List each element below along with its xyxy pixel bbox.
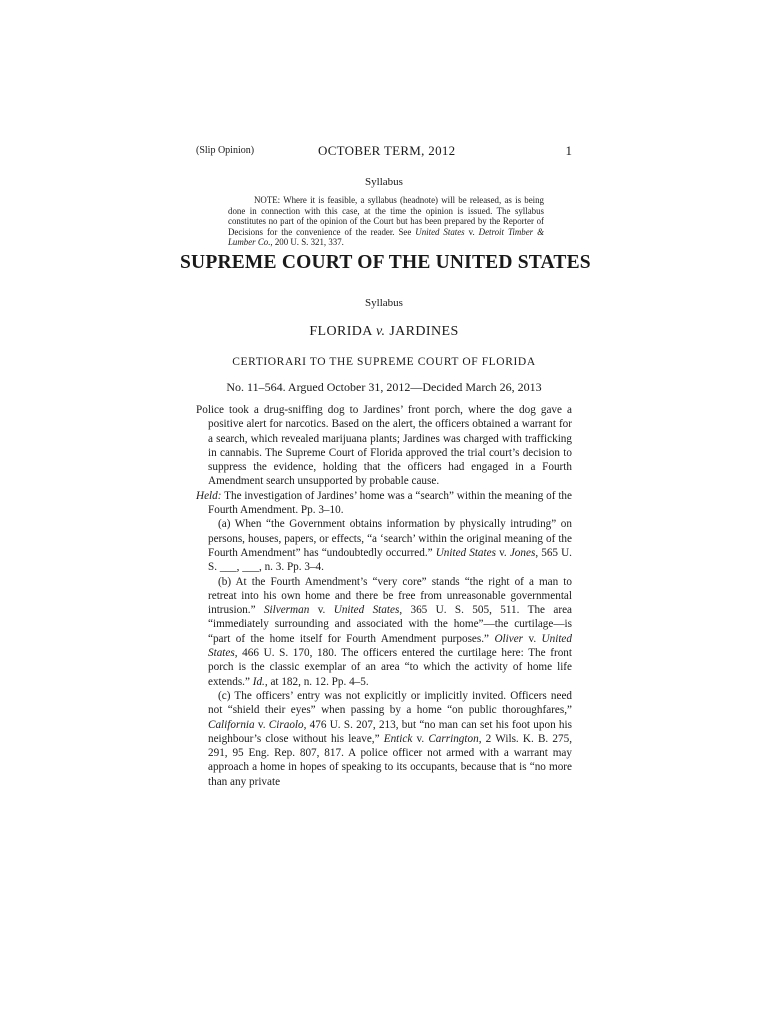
held-paragraph [196, 489, 572, 518]
holding-a-v: v. [495, 546, 510, 559]
holding-c-v1: v. [254, 718, 269, 731]
held-label: Held: [196, 489, 222, 502]
case-caption [196, 324, 572, 340]
holding-c-cite2: Entick [383, 732, 413, 745]
syllabus-title: Syllabus [365, 297, 403, 309]
holding-a-tail: , 565 U. S. ___, ___, n. 3. Pp. 3–4. [208, 546, 572, 574]
holding-c-cite1: California [208, 718, 255, 731]
holding-b-paragraph [196, 575, 572, 689]
holding-b-tail: , at 182, n. 12. Pp. 4–5. [264, 675, 369, 688]
holding-c-text1: (c) The officers’ entry was not explicitly or implicitly invited. Officers need not “shield their eyes” when passing by a home “on public thoroughfares,” [208, 689, 572, 717]
holding-a-paragraph [196, 517, 572, 574]
facts-paragraph: Police took a drug-sniffing dog to Jardines’ front porch, where the dog gave a positive alert for narcotics. Based on the alert, the officers obtained a warrant for a search, which revealed marijuana plants; Jardines was charged with trafficking in cannabis. The Supreme Court of Florida approved the trial court’s decision to suppress the evidence, holding that the officers had engaged in a Fourth Amendment search unsupported by probable cause. [196, 404, 572, 488]
holding-c-v2: v. [412, 732, 429, 745]
term-label: OCTOBER TERM, 2012 [318, 143, 456, 158]
holding-b-cite2: Oliver [494, 632, 524, 645]
holding-b-cite1b: United States [333, 604, 400, 617]
holding-b-id: Id. [252, 675, 265, 688]
holding-a-text: (a) When “the Government obtains information by physically intruding” on persons, houses, papers, or effects, “a ‘search’ within the original meaning of the Fourth Amendment” has “undoubtedly occurred.” [208, 518, 572, 559]
party-petitioner: FLORIDA [309, 324, 373, 339]
reporter-note [228, 195, 544, 248]
page-number: 1 [565, 143, 572, 158]
party-respondent: JARDINES [389, 324, 459, 339]
holding-b-text1: (b) At the Fourth Amendment’s “very core” stands “the right of a man to retreat into his own home and there be free from unreasonable governmental intrusion.” [208, 575, 572, 617]
note-cite-tail: , 200 U. S. 321, 337. [270, 237, 344, 248]
docket-line: No. 11–564. Argued October 31, 2012—Decided March 26, 2013 [226, 380, 542, 394]
holding-b-cite2b: United States [208, 632, 572, 660]
holding-b-cite1: Silverman [263, 604, 310, 617]
note-text: NOTE: Where it is feasible, a syllabus (headnote) will be released, as is being done in connection with this case, at the time the opinion is issued. The syllabus constitutes no part of the opinion of the Court but has been prepared by the Reporter of Decisions for the convenience of the reader. See [228, 195, 544, 237]
holding-c-text3: , 2 Wils. K. B. 275, 291, 95 Eng. Rep. 807, 817. A police officer not armed with a warrant may approach a home in hopes of speaking to its occupants, because that is “no more than any private [208, 732, 572, 788]
holding-b-text2: , 365 U. S. 505, 511. The area “immediately surrounding and associated with the home”—the curtilage—is “part of the home itself for Fourth Amendment purposes.” [208, 604, 573, 645]
holding-b-text3: , 466 U. S. 170, 180. The officers entered the curtilage here: The front porch is the classic exemplar of an area “to which the activity of home life extends.” [208, 647, 572, 688]
holding-c-text2: , 476 U. S. 207, 213, but “no man can set his foot upon his neighbour’s close without his leave,” [208, 718, 572, 745]
note-cite-case2: Detroit Timber & Lumber Co. [228, 226, 544, 248]
held-text: The investigation of Jardines’ home was a “search” within the meaning of the Fourth Amendment. Pp. 3–10. [208, 489, 572, 517]
holding-a-cite: United States [435, 546, 496, 559]
holding-a-cite2: Jones [509, 546, 536, 559]
slip-opinion-label: (Slip Opinion) [196, 145, 255, 156]
running-header [196, 143, 572, 159]
note-cite-case: United States [415, 226, 465, 237]
syllabus-body [196, 403, 572, 789]
note-cite-v: v. [464, 226, 479, 237]
court-title: SUPREME COURT OF THE UNITED STATES [180, 252, 591, 273]
holding-c-paragraph [196, 689, 572, 789]
caption-v: v. [375, 324, 386, 339]
holding-c-cite2b: Carrington [428, 732, 479, 745]
syllabus-header: Syllabus [365, 176, 403, 188]
holding-b-v2: v. [523, 632, 542, 645]
holding-b-v1: v. [309, 604, 334, 617]
holding-c-cite1b: Ciraolo [268, 718, 304, 731]
certiorari-line: CERTIORARI TO THE SUPREME COURT OF FLORIDA [232, 356, 536, 368]
